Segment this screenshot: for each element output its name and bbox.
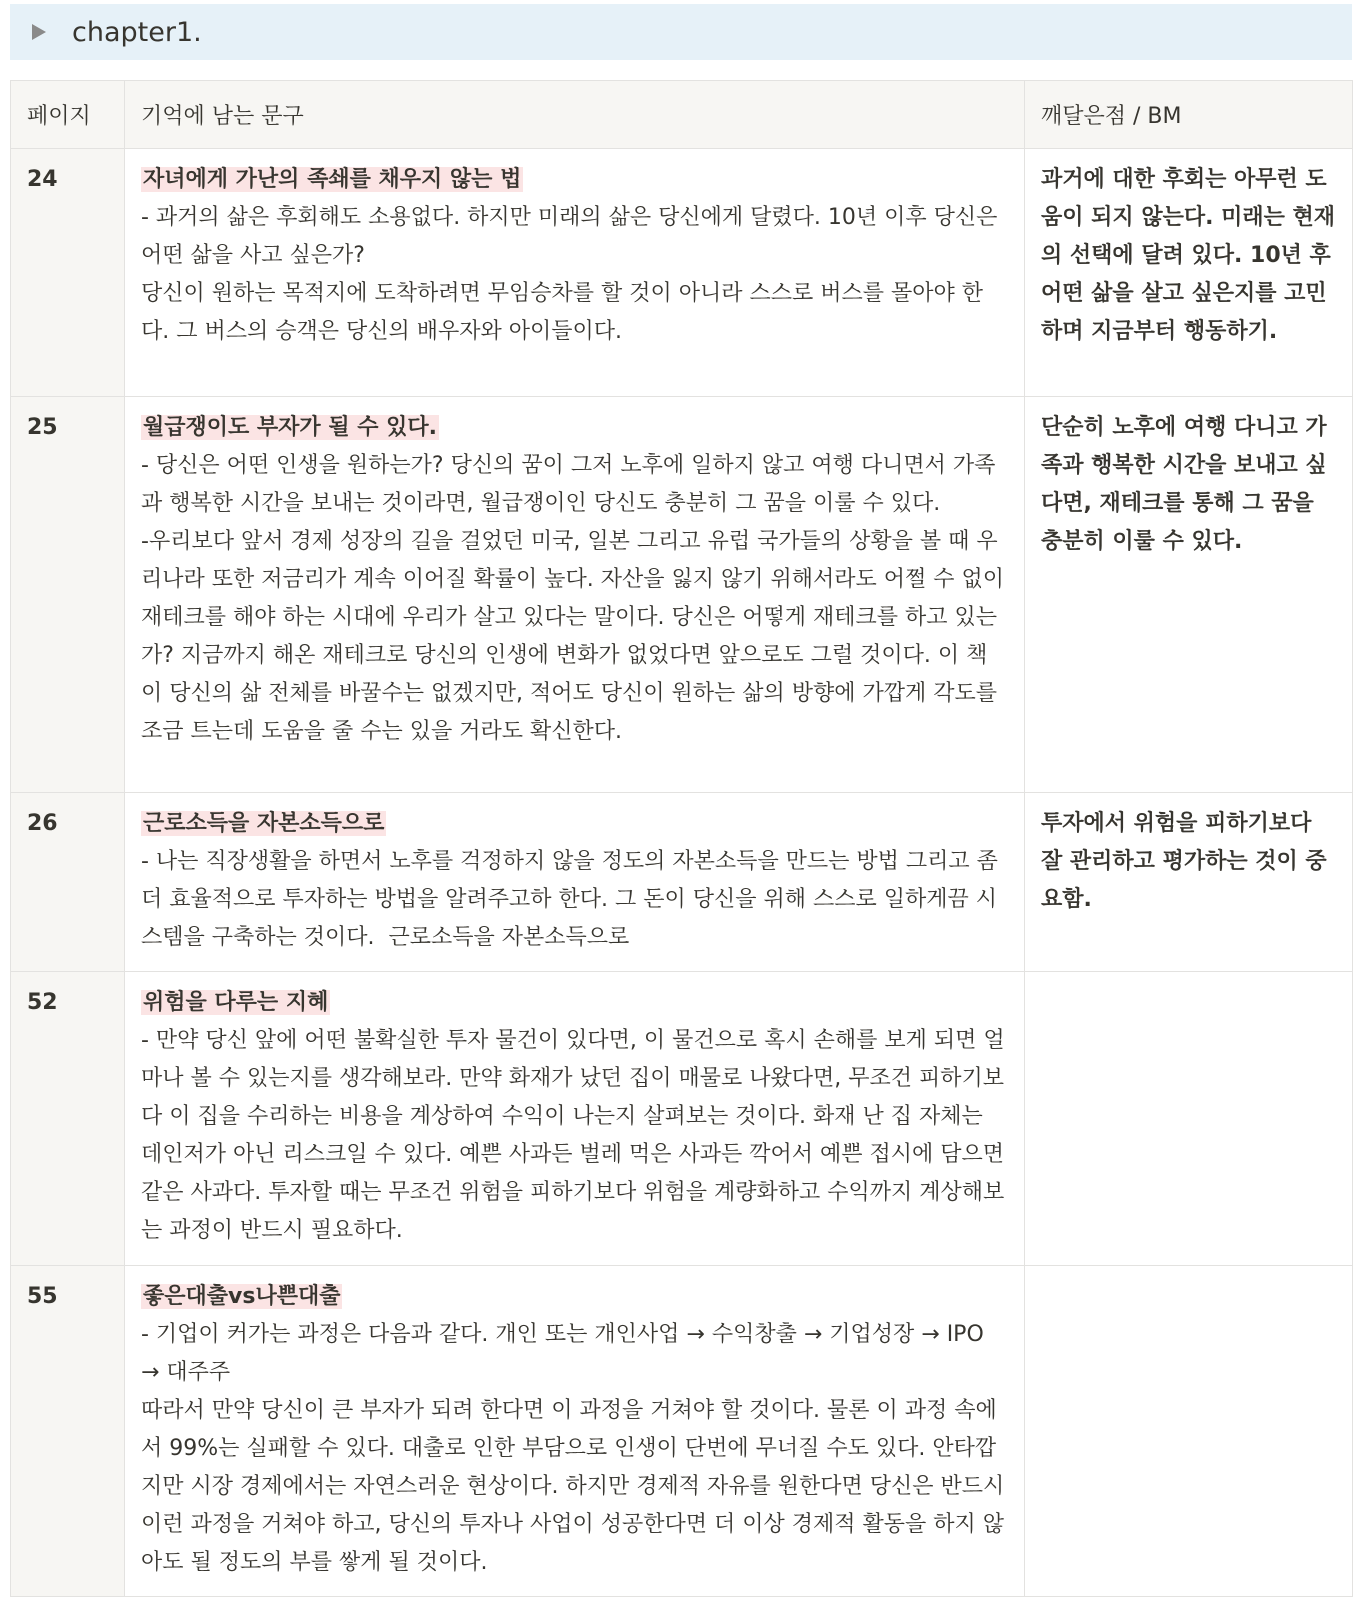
header-page: 페이지: [11, 81, 125, 149]
page-number[interactable]: 24: [11, 149, 125, 397]
quote-cell[interactable]: [125, 1266, 1025, 1597]
quote-cell[interactable]: [125, 397, 1025, 793]
quote-title: 위험을 다루는 지혜: [143, 990, 329, 1015]
header-insight: 깨달은점 / BM: [1025, 81, 1353, 149]
quote-body: - 과거의 삶은 후회해도 소용없다. 하지만 미래의 삶은 당신에게 달렸다. 10년 이후 당신은 어떤 삶을 사고 싶은가? 당신이 원하는 목적지에 도착하려면 무임승차를 할 것이 아니라 스스로 버스를 몰아야 한다. 그 버스의 승객은 당신의 배우자와 아이들이다.: [141, 205, 998, 344]
quote-body: - 나는 직장생활을 하면서 노후를 걱정하지 않을 정도의 자본소득을 만드는 방법 그리고 좀 더 효율적으로 투자하는 방법을 알려주고하 한다. 그 돈이 당신을 위해 스스로 일하게끔 시스템을 구축하는 것이다. 근로소득을 자본소득으로: [141, 849, 1005, 950]
insight-cell[interactable]: 과거에 대한 후회는 아무런 도움이 되지 않는다. 미래는 현재의 선택에 달려 있다. 10년 후 어떤 삶을 살고 싶은지를 고민하며 지금부터 행동하기.: [1025, 149, 1353, 397]
page-number[interactable]: 52: [11, 972, 125, 1266]
quote-body: - 당신은 어떤 인생을 원하는가? 당신의 꿈이 그저 노후에 일하지 않고 여행 다니면서 가족과 행복한 시간을 보내는 것이라면, 월급쟁이인 당신도 충분히 그 꿈을 이룰 수 있다. -우리보다 앞서 경제 성장의 길을 걸었던 미국, 일본 그리고 유럽 국가들의 상황을 볼 때 우리나라 또한 저금리가 계속 이어질 확률이 높다. 자산을 잃지 않기 위해서라도 어쩔 수 없이 재테크를 해야 하는 시대에 우리가 살고 있다는 말이다. 당신은 어떻게 재테크를 하고 있는가? 지금까지 해온 재테크로 당신의 인생에 변화가 없었다면 앞으로도 그럴 것이다. 이 책이 당신의 삶 전체를 바꿀수는 없겠지만, 적어도 당신이 원하는 삶의 방향에 가깝게 각도를 조금 트는데 도움을 줄 수는 있을 거라도 확신한다.: [141, 453, 1004, 744]
quote-body: - 기업이 커가는 과정은 다음과 같다. 개인 또는 개인사업 → 수익창출 → 기업성장 → IPO → 대주주 따라서 만약 당신이 큰 부자가 되려 한다면 이 과정을 거쳐야 할 것이다. 물론 이 과정 속에서 99%는 실패할 수 있다. 대출로 인한 부담으로 인생이 단번에 무너질 수도 있다. 안타깝지만 시장 경제에서는 자연스러운 현상이다. 하지만 경제적 자유를 원한다면 당신은 반드시 이런 과정을 거쳐야 하고, 당신의 투자나 사업이 성공한다면 더 이상 경제적 활동을 하지 않아도 될 정도의 부를 쌓게 될 것이다.: [141, 1322, 1005, 1575]
reading-notes-table: [10, 80, 1353, 1597]
quote-cell[interactable]: [125, 149, 1025, 397]
toggle-title: chapter1.: [72, 16, 202, 48]
quote-title: 월급쟁이도 부자가 될 수 있다.: [143, 415, 438, 440]
page-number[interactable]: 55: [11, 1266, 125, 1597]
page-number[interactable]: 26: [11, 793, 125, 972]
table-row: [11, 397, 1353, 793]
quote-title: 좋은대출vs나쁜대출: [143, 1284, 341, 1309]
chapter-toggle[interactable]: [10, 4, 1352, 60]
table-row: [11, 149, 1353, 397]
toggle-triangle-icon[interactable]: [32, 24, 46, 40]
table-row: [11, 1266, 1353, 1597]
insight-cell[interactable]: [1025, 1266, 1353, 1597]
page-number[interactable]: 25: [11, 397, 125, 793]
insight-cell[interactable]: 투자에서 위험을 피하기보다 잘 관리하고 평가하는 것이 중요함.: [1025, 793, 1353, 972]
header-quote: 기억에 남는 문구: [125, 81, 1025, 149]
insight-cell[interactable]: 단순히 노후에 여행 다니고 가족과 행복한 시간을 보내고 싶다면, 재테크를 통해 그 꿈을 충분히 이룰 수 있다.: [1025, 397, 1353, 793]
quote-title: 자녀에게 가난의 족쇄를 채우지 않는 법: [143, 167, 522, 192]
table-row: [11, 793, 1353, 972]
quote-cell[interactable]: [125, 793, 1025, 972]
table-row: [11, 972, 1353, 1266]
quote-title: 근로소득을 자본소득으로: [143, 811, 385, 836]
insight-cell[interactable]: [1025, 972, 1353, 1266]
quote-body: - 만약 당신 앞에 어떤 불확실한 투자 물건이 있다면, 이 물건으로 혹시 손해를 보게 되면 얼마나 볼 수 있는지를 생각해보라. 만약 화재가 났던 집이 매물로 나왔다면, 무조건 피하기보다 이 집을 수리하는 비용을 계상하여 수익이 나는지 살펴보는 것이다. 화재 난 집 자체는 데인저가 아닌 리스크일 수 있다. 예쁜 사과든 벌레 먹은 사과든 깍어서 예쁜 접시에 담으면 같은 사과다. 투자할 때는 무조건 위험을 피하기보다 위험을 계량화하고 수익까지 계상해보는 과정이 반드시 필요하다.: [141, 1028, 1011, 1243]
table-header-row: [11, 81, 1353, 149]
quote-cell[interactable]: [125, 972, 1025, 1266]
